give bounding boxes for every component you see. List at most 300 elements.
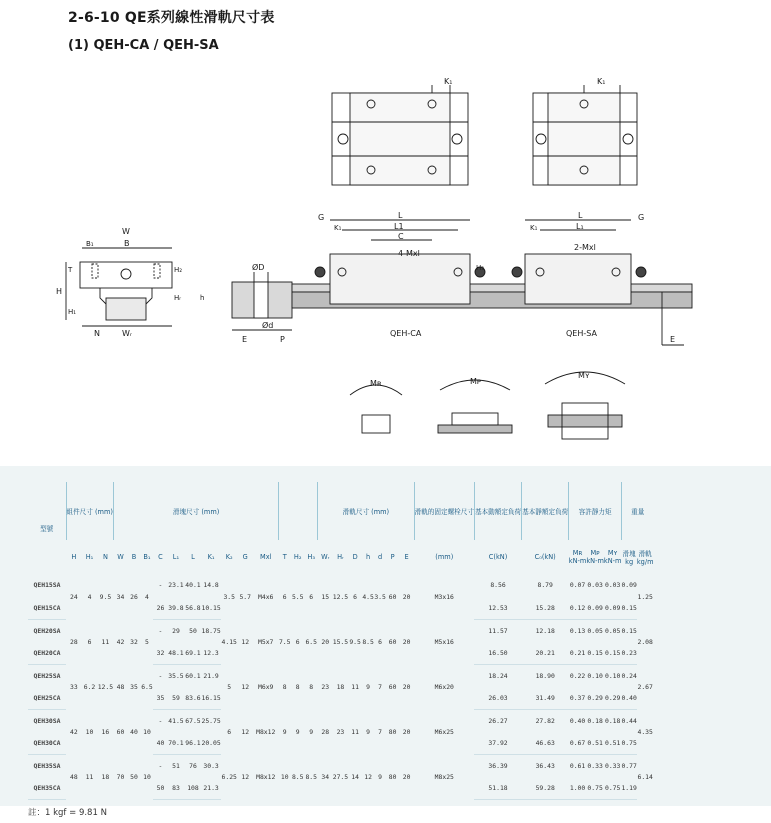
- table-cell: 46.63: [522, 732, 569, 755]
- table-cell: 8.79: [537, 581, 553, 590]
- subheader-cell: E: [404, 553, 409, 561]
- table-cell: 6: [282, 592, 287, 601]
- table-cell: 0.44: [621, 716, 637, 725]
- model-cell: QEH20CA: [28, 642, 66, 665]
- section-subtitle: (1) QEH-CA / QEH-SA: [68, 38, 219, 53]
- subheader-cell: Mxl: [260, 553, 272, 561]
- header-static: 基本靜額定負荷: [522, 482, 569, 540]
- label-h2: H₂: [174, 266, 183, 274]
- table-cell: 11: [101, 637, 110, 646]
- table-cell: 9: [366, 682, 371, 691]
- header-weight: 重量: [621, 482, 653, 540]
- table-cell: M6x9: [258, 682, 274, 691]
- subheader-unit: kg: [625, 558, 634, 566]
- table-cell: 26: [153, 597, 167, 620]
- table-cell: 12.18: [535, 626, 555, 635]
- subheader-cell: L: [191, 553, 195, 561]
- subheader-cell: K₂: [225, 553, 233, 561]
- table-cell: 50: [189, 626, 197, 635]
- subheader-cell: Mʀ kN-m: [568, 549, 587, 565]
- table-cell: 27.82: [535, 716, 555, 725]
- table-cell: 14: [351, 772, 359, 781]
- table-cell: 25.75: [201, 716, 221, 725]
- table-cell: 60: [388, 592, 397, 601]
- table-cell: 0.33: [587, 761, 603, 770]
- label-c: C: [398, 232, 404, 241]
- page-title: 2-6-10 QE系列線性滑軌尺寸表: [68, 10, 275, 26]
- table-cell: 12.3: [201, 642, 220, 665]
- table-cell: 5: [227, 682, 232, 691]
- subheader-cell: K₁: [207, 553, 215, 561]
- table-cell: 69.1: [184, 642, 201, 665]
- label-h3: H₃: [476, 264, 485, 272]
- table-cell: 20: [402, 727, 411, 736]
- table-cell: 0.05: [587, 626, 603, 635]
- table-cell: 7.5: [278, 637, 291, 646]
- table-cell: 9: [282, 727, 287, 736]
- subheader-cell: 滑軌 kg/m: [636, 550, 654, 566]
- table-cell: 9: [366, 727, 371, 736]
- table-cell: 50: [130, 772, 138, 781]
- table-cell: 59.28: [522, 777, 569, 800]
- table-cell: 31.49: [522, 687, 569, 710]
- table-cell: 36.43: [535, 761, 555, 770]
- table-cell: 0.75: [604, 777, 622, 800]
- table-cell: 0.18: [587, 716, 603, 725]
- table-cell: 6.14: [637, 772, 653, 781]
- table-cell: 0.23: [621, 642, 636, 665]
- table-row: [28, 574, 654, 597]
- table-cell: 12.5: [332, 592, 349, 601]
- header-dynamic: 基本動額定負荷: [474, 482, 521, 540]
- table-cell: 60: [388, 637, 397, 646]
- header-moment: 容許靜力矩: [569, 482, 622, 540]
- label-mp: Mᴘ: [470, 377, 482, 386]
- header-block-extra: [279, 482, 318, 540]
- table-cell: 40: [153, 732, 167, 755]
- table-cell: 0.05: [604, 626, 621, 635]
- subheader-cell: Mʏ kN-m: [603, 549, 622, 565]
- table-cell: M8x12: [256, 772, 276, 781]
- table-cell: 35: [153, 687, 167, 710]
- table-cell: 12: [241, 682, 250, 691]
- table-cell: M4x6: [258, 592, 274, 601]
- subheader-cell: H₂: [293, 553, 302, 561]
- subheader-cell: 滑塊 kg: [622, 550, 636, 566]
- table-cell: 16.50: [474, 642, 521, 665]
- subheader-cell: C₀(kN): [534, 553, 556, 561]
- table-cell: 40: [130, 727, 138, 736]
- table-cell: 21.9: [203, 671, 219, 680]
- label-phi-d-upper: ØD: [252, 263, 265, 272]
- table-cell: 7: [378, 727, 383, 736]
- table-cell: 6.5: [305, 637, 317, 646]
- table-cell: 60.1: [185, 671, 201, 680]
- table-cell: 0.22: [569, 671, 586, 680]
- table-cell: 4: [87, 592, 92, 601]
- table-cell: 20.21: [522, 642, 569, 665]
- table-cell: 48.1: [167, 642, 184, 665]
- subheader-cell: N: [102, 553, 108, 561]
- table-cell: 11.57: [488, 626, 508, 635]
- table-cell: 6.5: [141, 682, 153, 691]
- subheader-cell: T: [282, 553, 287, 561]
- table-cell: 10.15: [201, 597, 220, 620]
- table-cell: 5.7: [239, 592, 251, 601]
- subheader-cell: d: [378, 553, 383, 561]
- table-cell: M6x25: [434, 727, 454, 736]
- table-cell: 18.24: [488, 671, 508, 680]
- table-cell: M5x7: [258, 637, 274, 646]
- table-cell: 0.21: [569, 642, 587, 665]
- table-cell: 12: [241, 772, 250, 781]
- table-cell: 48: [116, 682, 125, 691]
- table-cell: 6: [309, 592, 314, 601]
- table-cell: 18: [101, 772, 110, 781]
- label-mr: Mʀ: [370, 379, 382, 388]
- table-cell: 15.5: [332, 637, 349, 646]
- table-cell: 0.77: [621, 761, 637, 770]
- table-cell: 70: [116, 772, 125, 781]
- table-cell: 0.15: [604, 642, 622, 665]
- label-phi-d-lower: Ød: [262, 321, 274, 330]
- table-cell: -: [158, 761, 163, 770]
- table-cell: 2.08: [637, 637, 653, 646]
- table-cell: 0.12: [569, 597, 587, 620]
- table-cell: 32: [130, 637, 138, 646]
- table-cell: 1.19: [621, 777, 636, 800]
- table-row: [28, 619, 654, 642]
- label-bolt-ca: 4-Mxl: [398, 249, 420, 258]
- label-l-sa: L: [578, 211, 583, 220]
- top-view-ca: [332, 85, 468, 185]
- model-cell: QEH25SA: [33, 671, 61, 680]
- label-g-left: G: [318, 213, 325, 222]
- table-cell: 4: [145, 592, 149, 601]
- table-cell: 23.1: [168, 581, 184, 590]
- table-cell: 8: [309, 682, 314, 691]
- table-cell: 35.5: [168, 671, 184, 680]
- table-cell: 10: [143, 727, 151, 736]
- table-cell: 8.5: [291, 772, 304, 781]
- table-cell: 11: [351, 682, 359, 691]
- table-cell: 0.15: [621, 597, 636, 620]
- table-cell: 59: [167, 687, 184, 710]
- table-cell: 5.5: [291, 592, 304, 601]
- table-cell: 18: [336, 682, 345, 691]
- table-cell: 83.6: [184, 687, 201, 710]
- subheader-cell: C(kN): [488, 553, 508, 561]
- moment-icons: [350, 372, 625, 439]
- table-cell: 36.39: [488, 761, 508, 770]
- subheader-cell: P: [390, 553, 395, 561]
- table-cell: 0.09: [586, 597, 604, 620]
- table-cell: 27.5: [332, 772, 349, 781]
- label-t: T: [68, 266, 73, 274]
- table-cell: 41.5: [168, 716, 184, 725]
- subheader-cell: H₃: [307, 553, 316, 561]
- label-h: H: [56, 287, 63, 296]
- table-cell: 67.5: [185, 716, 201, 725]
- subheader-cell: Mᴘ kN-m: [586, 549, 604, 565]
- unit-note: 註：1 kgf = 9.81 N: [28, 808, 107, 818]
- table-cell: 24: [69, 592, 78, 601]
- label-e-left: E: [242, 335, 248, 344]
- label-l1-ca: L1: [394, 222, 404, 231]
- table-cell: 8: [295, 682, 300, 691]
- table-cell: 60: [116, 727, 125, 736]
- table-cell: 10: [85, 727, 94, 736]
- table-cell: 16.15: [201, 687, 220, 710]
- table-cell: 8.56: [490, 581, 506, 590]
- header-block: 滑塊尺寸 (mm): [113, 482, 278, 540]
- label-h1: H₁: [68, 308, 77, 316]
- label-hr: Hᵣ: [174, 294, 182, 302]
- subheader-cell: H₁: [85, 553, 94, 561]
- table-cell: 12: [241, 637, 250, 646]
- table-cell: 6: [227, 727, 232, 736]
- table-cell: 0.09: [621, 581, 637, 590]
- model-cell: QEH35SA: [33, 761, 61, 770]
- table-cell: 0.10: [587, 671, 603, 680]
- subheader-cell: W: [117, 553, 124, 561]
- header-model: 型號: [40, 525, 54, 533]
- table-cell: 0.40: [569, 716, 586, 725]
- table-row: [28, 754, 654, 777]
- table-cell: 39.8: [167, 597, 184, 620]
- table-cell: 12: [241, 727, 250, 736]
- label-n: N: [94, 329, 100, 338]
- model-cell: QEH35CA: [28, 777, 66, 800]
- table-cell: M3x16: [434, 592, 454, 601]
- table-cell: 12: [364, 772, 372, 781]
- table-cell: 42: [116, 637, 125, 646]
- table-cell: 9.5: [349, 637, 361, 646]
- label-k1-sa: K₁: [530, 224, 538, 232]
- side-view: [292, 220, 692, 345]
- model-cell: QEH15SA: [33, 581, 61, 590]
- label-g-right: G: [638, 213, 645, 222]
- table-cell: 42: [69, 727, 78, 736]
- table-cell: 0.03: [604, 581, 621, 590]
- table-cell: M8x25: [434, 772, 454, 781]
- table-cell: 1.25: [637, 592, 653, 601]
- table-cell: 2.67: [637, 682, 653, 691]
- table-cell: 9: [295, 727, 300, 736]
- model-cell: QEH20SA: [33, 626, 61, 635]
- table-cell: 0.51: [604, 732, 622, 755]
- subheader-cell: G: [242, 553, 248, 561]
- table-cell: 51.18: [474, 777, 521, 800]
- table-cell: 20: [402, 592, 411, 601]
- top-view-sa: [533, 85, 637, 185]
- table-cell: 4.5: [362, 592, 374, 601]
- table-cell: 9: [378, 772, 383, 781]
- table-cell: 8: [282, 682, 287, 691]
- header-rail-bolt: 滑軌的固定螺栓尺寸: [414, 482, 474, 540]
- table-cell: 12.5: [97, 682, 114, 691]
- table-cell: 6: [353, 592, 358, 601]
- table-cell: 20: [402, 682, 411, 691]
- table-cell: 80: [388, 772, 397, 781]
- table-cell: M6x20: [434, 682, 454, 691]
- table-cell: 23: [321, 682, 330, 691]
- table-cell: 1.00: [569, 777, 587, 800]
- table-cell: -: [158, 626, 163, 635]
- table-cell: 18.90: [535, 671, 555, 680]
- table-cell: 15.28: [522, 597, 569, 620]
- table-cell: 0.75: [586, 777, 604, 800]
- table-cell: 0.29: [586, 687, 604, 710]
- table-cell: 3.5: [374, 592, 386, 601]
- table-cell: 18.75: [201, 626, 221, 635]
- table-cell: 20: [402, 772, 411, 781]
- table-cell: 9: [309, 727, 314, 736]
- label-h-depth: h: [200, 294, 205, 302]
- table-cell: 0.67: [569, 732, 587, 755]
- label-b1: B₁: [86, 240, 94, 248]
- table-cell: 34: [321, 772, 330, 781]
- table-cell: 76: [189, 761, 197, 770]
- table-row: [28, 709, 654, 732]
- spec-table: [28, 482, 654, 800]
- table-cell: 0.37: [569, 687, 587, 710]
- label-my: Mʏ: [578, 371, 590, 380]
- table-cell: 6.2: [83, 682, 96, 691]
- subheader-cell: h: [366, 553, 371, 561]
- table-cell: 0.15: [621, 626, 637, 635]
- subheader-unit: kN-m: [568, 557, 587, 565]
- table-cell: 6: [295, 637, 300, 646]
- label-b: B: [124, 239, 130, 248]
- caption-qeh-ca: QEH-CA: [390, 329, 422, 338]
- subheader-cell: B₁: [143, 553, 151, 561]
- model-cell: QEH30CA: [28, 732, 66, 755]
- table-cell: 5: [145, 637, 149, 646]
- model-cell: QEH25CA: [28, 687, 66, 710]
- subheader-cell: Hᵣ: [337, 553, 344, 561]
- header-assembly: 組件尺寸 (mm): [66, 482, 113, 540]
- table-cell: 48: [69, 772, 78, 781]
- table-cell: 30.3: [203, 761, 219, 770]
- header-rail: 滑軌尺寸 (mm): [318, 482, 414, 540]
- table-cell: 29: [172, 626, 180, 635]
- table-cell: 51: [172, 761, 180, 770]
- table-cell: M5x16: [434, 637, 454, 646]
- table-cell: 0.13: [569, 626, 586, 635]
- subheader-cell: L₁: [172, 553, 180, 561]
- table-cell: 8.5: [305, 772, 317, 781]
- table-cell: 10: [280, 772, 289, 781]
- table-cell: 37.92: [474, 732, 521, 755]
- table-cell: 0.51: [586, 732, 604, 755]
- table-cell: 56.8: [184, 597, 201, 620]
- table-cell: 26.03: [474, 687, 521, 710]
- table-cell: 3.5: [223, 592, 235, 601]
- table-cell: 28: [69, 637, 78, 646]
- table-cell: 0.33: [604, 761, 621, 770]
- label-l1-sa: L₁: [576, 222, 584, 231]
- table-cell: 4.15: [221, 637, 237, 646]
- technical-drawing: [0, 60, 771, 460]
- table-cell: 33: [69, 682, 78, 691]
- subheader-cell: D: [352, 553, 358, 561]
- table-cell: 4.35: [637, 727, 653, 736]
- table-cell: 23: [336, 727, 345, 736]
- table-cell: 40.1: [185, 581, 201, 590]
- model-cell: QEH15CA: [28, 597, 66, 620]
- table-cell: 11: [85, 772, 94, 781]
- table-cell: 14.8: [203, 581, 219, 590]
- model-cell: QEH30SA: [33, 716, 61, 725]
- subheader-cell: B: [131, 553, 137, 561]
- table-cell: 0.40: [621, 687, 636, 710]
- label-k1-top-sa: K₁: [597, 77, 606, 86]
- table-cell: 0.09: [604, 597, 622, 620]
- label-e-right: E: [670, 335, 676, 344]
- table-cell: -: [158, 716, 163, 725]
- table-cell: 70.1: [167, 732, 184, 755]
- table-cell: 26: [130, 592, 138, 601]
- table-cell: 50: [153, 777, 167, 800]
- table-cell: 83: [167, 777, 184, 800]
- table-cell: 11: [351, 727, 359, 736]
- table-cell: 0.29: [604, 687, 622, 710]
- label-wr: Wᵣ: [122, 329, 132, 338]
- front-view: [66, 248, 172, 326]
- table-cell: 0.24: [621, 671, 637, 680]
- table-cell: 28: [321, 727, 330, 736]
- label-k1-top-ca: K₁: [444, 77, 453, 86]
- subheader-cell: H: [71, 553, 77, 561]
- caption-qeh-sa: QEH-SA: [566, 329, 597, 338]
- table-cell: 108: [184, 777, 201, 800]
- table-cell: 0.07: [569, 581, 586, 590]
- subheader-cell: Wᵣ: [321, 553, 330, 561]
- table-cell: M8x12: [256, 727, 276, 736]
- table-cell: 0.61: [569, 761, 586, 770]
- table-cell: 6: [87, 637, 92, 646]
- table-cell: 60: [388, 682, 397, 691]
- table-cell: 0.18: [604, 716, 621, 725]
- table-cell: 26.27: [488, 716, 508, 725]
- table-cell: 15: [321, 592, 330, 601]
- table-cell: 32: [153, 642, 167, 665]
- table-cell: 20: [402, 637, 411, 646]
- table-cell: -: [158, 581, 163, 590]
- table-cell: 6: [378, 637, 383, 646]
- table-cell: 9.5: [99, 592, 112, 601]
- subheader-unit: kN-m: [603, 557, 622, 565]
- label-bolt-sa: 2-Mxl: [574, 243, 596, 252]
- table-cell: 20: [321, 637, 330, 646]
- table-cell: 0.03: [587, 581, 603, 590]
- table-cell: 34: [116, 592, 125, 601]
- label-w: W: [122, 227, 130, 236]
- table-cell: 6.25: [221, 772, 237, 781]
- table-row: [28, 664, 654, 687]
- drawing-svg: [0, 60, 771, 460]
- subheader-unit: kN-m: [586, 557, 604, 565]
- table-cell: 7: [378, 682, 383, 691]
- table-cell: 10: [143, 772, 151, 781]
- table-cell: 8.5: [362, 637, 374, 646]
- label-p: P: [280, 335, 285, 344]
- subheader-cell: C: [158, 553, 163, 561]
- table-cell: -: [158, 671, 163, 680]
- table-cell: 0.75: [621, 732, 636, 755]
- table-cell: 16: [101, 727, 110, 736]
